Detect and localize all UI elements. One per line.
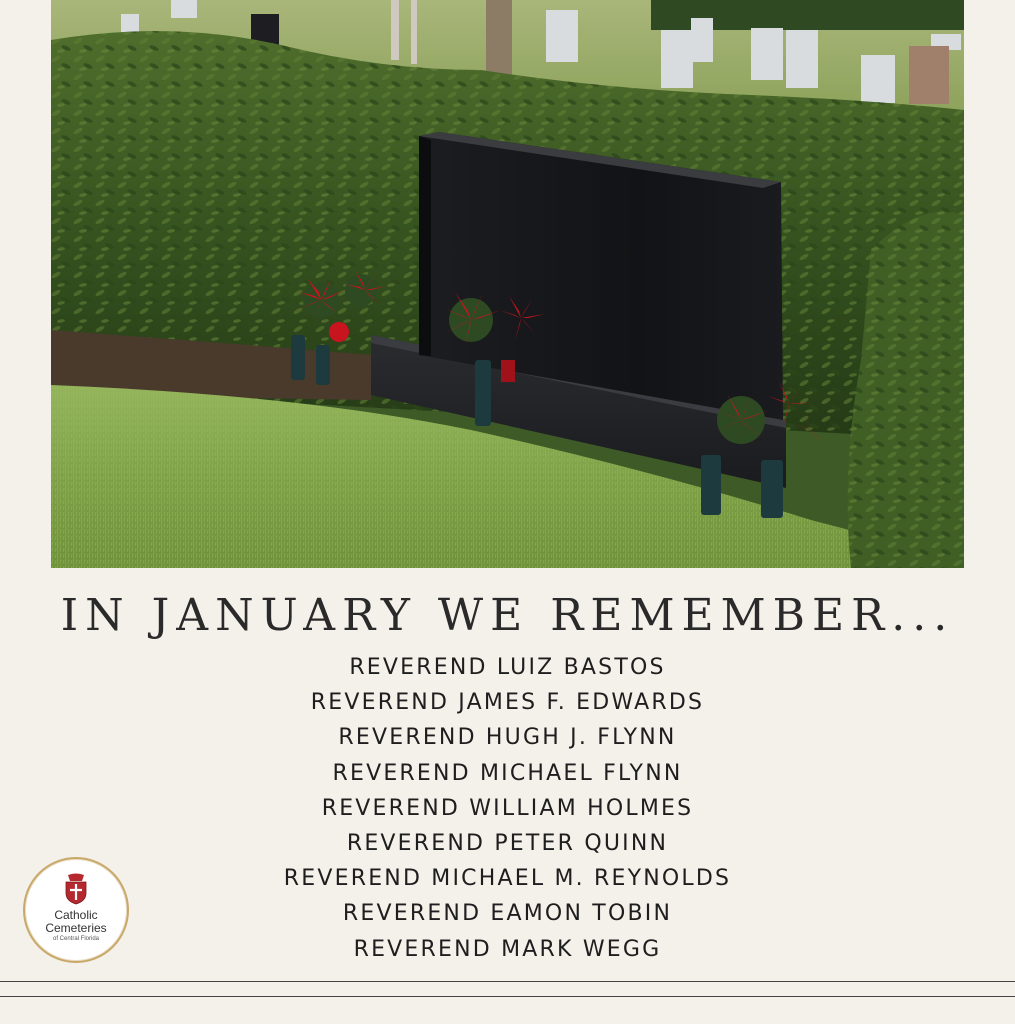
diocesan-crest-icon [62,873,90,905]
list-item: REVEREND EAMON TOBIN [342,901,673,927]
headstone-scene-icon [51,0,964,568]
logo-line-1: Catholic [54,908,98,922]
catholic-cemeteries-logo [23,857,129,963]
list-item: REVEREND HUGH J. FLYNN [338,725,677,751]
divider-line [0,996,1015,997]
list-item: REVEREND MICHAEL FLYNN [332,760,683,786]
page-heading: IN JANUARY WE REMEMBER... [60,590,955,641]
list-item: REVEREND LUIZ BASTOS [349,655,666,680]
divider-line [0,981,1015,982]
remembered-names-list [0,650,1015,967]
logo-line-2: Cemeteries [45,921,107,935]
memorial-photo [51,0,964,568]
logo-subtitle: of Central Florida [52,936,100,942]
list-item: REVEREND MICHAEL M. REYNOLDS [283,866,732,892]
list-item: REVEREND PETER QUINN [346,830,669,856]
list-item: REVEREND MARK WEGG [353,936,662,962]
list-item: REVEREND WILLIAM HOLMES [321,795,694,821]
list-item: REVEREND JAMES F. EDWARDS [310,690,705,716]
